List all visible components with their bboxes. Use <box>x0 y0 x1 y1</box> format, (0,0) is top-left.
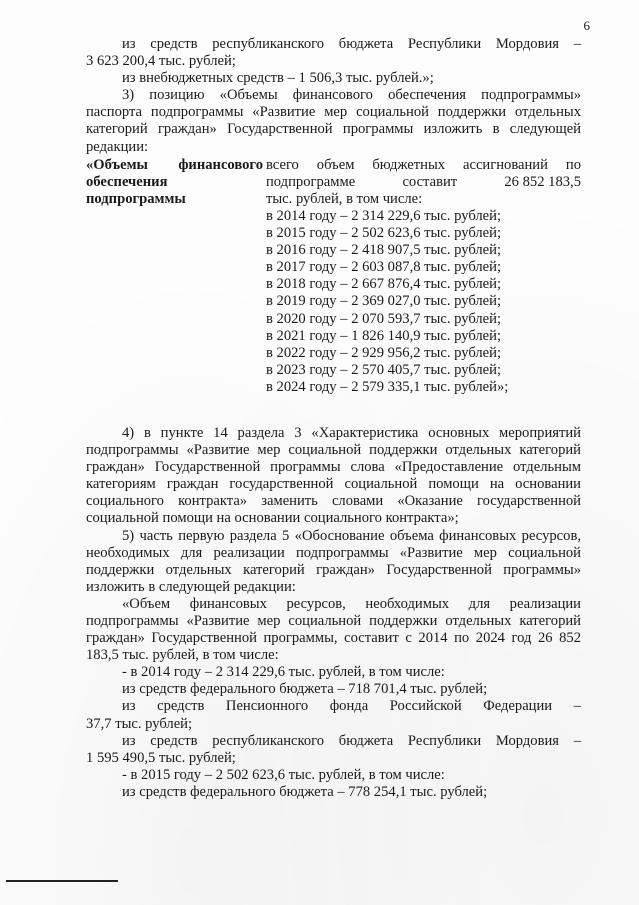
year-line: в 2024 году – 2 579 335,1 тыс. рублей»; <box>266 378 509 395</box>
year-line: в 2021 году – 1 826 140,9 тыс. рублей; <box>266 327 502 344</box>
republican-budget-line: из средств республиканского бюджета Республики Мордовия – <box>122 36 581 52</box>
page-number: 6 <box>583 18 590 33</box>
value-word: подпрограмме <box>266 173 356 190</box>
pension-word: – <box>573 698 581 715</box>
value-intro-line-2 <box>266 174 581 191</box>
value-intro-line-3: тыс. рублей, в том числе: <box>266 190 423 207</box>
pension-fund-amount: 37,7 тыс. рублей; <box>86 715 193 732</box>
spacer <box>86 396 581 425</box>
passport-value-cell <box>263 157 581 396</box>
republican-2014-amount: 1 595 490,5 тыс. рублей; <box>86 749 236 766</box>
pension-word: Российской <box>389 698 462 715</box>
value-text: всего объем бюджетных ассигнований по <box>266 156 581 173</box>
year-2015-line: - в 2015 году – 2 502 623,6 тыс. рублей, в том числе: <box>122 766 445 783</box>
year-line: в 2017 году – 2 603 087,8 тыс. рублей; <box>266 259 502 276</box>
value-intro-line-1 <box>266 157 581 174</box>
item-4-paragraph: 4) в пункте 14 раздела 3 «Характеристика основных мероприятий подпрограммы «Развитие мер социальной поддержки отдельных категорий граждан» Государственной программы слова «Предоставление отдельным категориям граждан государственной социальной помощи на основании социального контракта» заменить словами «Оказание государственной социальной помощи на основании социального контракта»; <box>86 424 581 527</box>
year-line: в 2019 году – 2 369 027,0 тыс. рублей; <box>266 293 502 310</box>
label-line-1 <box>86 157 263 174</box>
year-2014-line: - в 2014 году – 2 314 229,6 тыс. рублей, в том числе: <box>122 664 445 681</box>
year-line: в 2022 году – 2 929 956,2 тыс. рублей; <box>266 344 502 361</box>
passport-financing-table <box>86 157 581 396</box>
quoted-paragraph: «Объем финансовых ресурсов, необходимых для реализации подпрограммы «Развитие мер социальной поддержки отдельных категорий граждан» Государственной программы, составит с 2014 по 2024 год 26 852 183,5 тыс. рублей, в том числе: <box>86 595 581 664</box>
republican-2014-line: из средств республиканского бюджета Республики Мордовия – <box>122 732 581 749</box>
pension-word: Федерации <box>483 698 553 715</box>
item-5-paragraph: 5) часть первую раздела 5 «Обоснование объема финансовых ресурсов, необходимых для реализации подпрограммы «Развитие мер социальной поддержки отдельных категорий граждан» Государственной программы» изложить в следующей редакции: <box>86 527 581 595</box>
extrabudget-line: из внебюджетных средств – 1 506,3 тыс. рублей.»; <box>122 70 434 87</box>
year-line: в 2023 году – 2 570 405,7 тыс. рублей; <box>266 361 502 378</box>
value-word: составит <box>402 173 458 190</box>
document-body <box>86 36 581 801</box>
year-line: в 2015 году – 2 502 623,6 тыс. рублей; <box>266 225 502 242</box>
passport-label-cell <box>86 157 263 396</box>
value-total: 26 852 183,5 <box>504 173 581 190</box>
pension-word: фонда <box>329 698 369 715</box>
year-line: в 2016 году – 2 418 907,5 тыс. рублей; <box>266 242 502 259</box>
pension-fund-line <box>86 698 581 715</box>
pension-word: средств <box>157 698 205 715</box>
federal-2015-line: из средств федерального бюджета – 778 254,1 тыс. рублей; <box>122 783 488 800</box>
label-line-2: обеспечения <box>86 173 168 190</box>
footnote-rule <box>6 880 118 882</box>
label-word: «Объемы <box>86 156 148 173</box>
label-word: финансового <box>178 156 263 173</box>
label-line-3: подпрограммы <box>86 190 186 207</box>
pension-word: из <box>122 698 136 715</box>
pension-word: Пенсионного <box>225 698 309 715</box>
item-3-paragraph: 3) позицию «Объемы финансового обеспечения подпрограммы» паспорта подпрограммы «Развитие мер социальной поддержки отдельных категорий граждан» Государственной программы изложить в следующей редакции: <box>86 87 581 155</box>
year-line: в 2020 году – 2 070 593,7 тыс. рублей; <box>266 310 502 327</box>
republican-budget-amount: 3 623 200,4 тыс. рублей; <box>86 53 236 70</box>
year-line: в 2018 году – 2 667 876,4 тыс. рублей; <box>266 276 502 293</box>
year-line: в 2014 году – 2 314 229,6 тыс. рублей; <box>266 207 502 224</box>
federal-2014-line: из средств федерального бюджета – 718 701,4 тыс. рублей; <box>122 681 488 698</box>
